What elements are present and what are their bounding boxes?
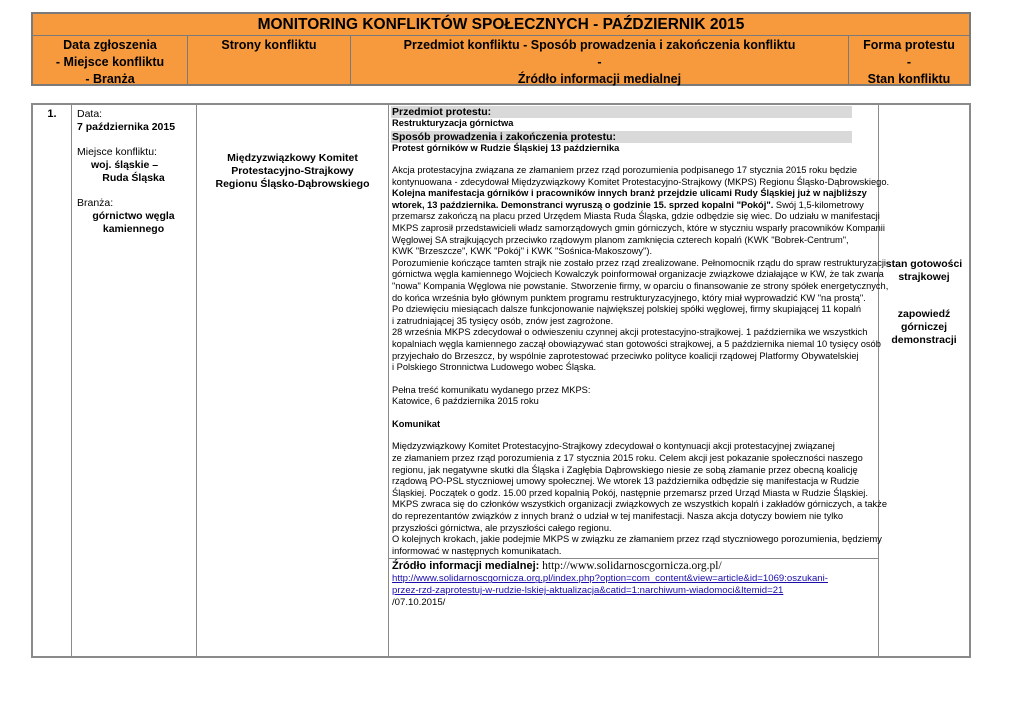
text-line: Międzyzwiązkowy Komitet Protestacyjno-Strajkowy zdecydował o kontynuacji akcji protestacyjnej związanej bbox=[392, 441, 835, 452]
header-col1-line: Data zgłoszenia bbox=[63, 38, 157, 52]
text-line: KWK "Brzeszcze", KWK "Pokój" i KWK "Sośnica-Makoszowy"). bbox=[392, 246, 653, 257]
text-line: informować w następnych komunikatach. bbox=[392, 545, 562, 556]
text-line: Kolejna manifestacja górników i pracowników innych branż przejdzie ulicami Rudy Śląskiej już w najbliższy bbox=[392, 188, 867, 199]
text-line: do reprezentantów związków z innych branż o udział w tej manifestacji. Nasza akcja dotyczy bowiem nie tylko bbox=[392, 511, 844, 522]
branch-value: górnictwo węgla bbox=[92, 210, 175, 222]
column-headers bbox=[33, 36, 969, 84]
text-line: MKPS zwraca się do członków wszystkich organizacji związkowych ze wszystkich kopalń i zakładów górniczych, a także bbox=[392, 499, 887, 510]
source-link[interactable]: http://www.solidarnoscgornicza.org.pl/index.php?option=com_content&view=article&id=1069:oszukani- bbox=[392, 573, 828, 585]
article-paragraph-3 bbox=[391, 441, 887, 557]
header-col2-line: Strony konfliktu bbox=[221, 38, 317, 52]
text-line-bold: wtorek, 13 października. Demonstranci wyruszą o godzinie 15. sprzed kopalni "Pokój". bbox=[392, 199, 774, 210]
header-col-subject bbox=[351, 36, 849, 84]
text-line: regionu, jak negatywne skutki dla Śląska i Zagłębia Dąbrowskiego niesie ze sobą złamanie przez obecną koalicję bbox=[392, 464, 858, 475]
text-line: MKPS zaprosił przedstawicieli władz samorządowych gmin górniczych, które w styczniu wsparły pracowników Kompanii bbox=[392, 222, 885, 233]
text-line: "nowa" Kompania Węglowa nie powstanie. Stworzenie firmy, w oparciu o finansowanie ze strony spółek energetycznych, bbox=[392, 280, 889, 291]
header-col-parties bbox=[188, 36, 351, 84]
text-line: Po dziewięciu miesiącach dalsze funkcjonowanie największej polskiej spółki węglowej, firmy skupiającej 11 kopalń bbox=[392, 304, 862, 315]
text-line: Swój 1,5-kilometrowy bbox=[773, 199, 864, 210]
header-col3-line: - bbox=[597, 55, 602, 69]
party-line: Międzyzwiązkowy Komitet bbox=[227, 152, 358, 164]
header-table bbox=[31, 12, 971, 86]
subject-header: Przedmiot protestu: bbox=[391, 106, 852, 118]
header-col1-line: - Branża bbox=[85, 72, 135, 86]
article-paragraph-1 bbox=[391, 165, 890, 374]
text-line: ze złamaniem przez rząd porozumienia z 17 stycznia 2015 roku. Celem akcji jest pokazanie społeczności naszego bbox=[392, 453, 863, 464]
header-col3-line: Źródło informacji medialnej bbox=[517, 72, 682, 86]
text-line: Akcja protestacyjna związana ze złamaniem przez rząd porozumienia podpisanego 17 stycznia 2015 roku będzie bbox=[392, 165, 858, 175]
protest-form-line: strajkowej bbox=[898, 271, 950, 283]
text-line: przemarsz zakończą na placu przed Urzędem Miasta Ruda Śląska, gdzie odbędzie się wiec. Do udziału w manifestacji bbox=[392, 211, 880, 222]
text-line: kontynuowana - zdecydował Międzyzwiązkowy Komitet Protestacyjno-Strajkowy (MKPS) Regionu Śląsko-Dąbrowskiego. bbox=[392, 176, 890, 187]
entry-info-cell bbox=[72, 105, 197, 656]
parties-cell bbox=[197, 105, 389, 656]
komunikat-heading: Komunikat bbox=[392, 418, 441, 429]
date-label: Data: bbox=[77, 108, 103, 120]
source-site: http://www.solidarnoscgornicza.org.pl/ bbox=[539, 560, 722, 573]
text-line: Katowice, 6 października 2015 roku bbox=[392, 396, 539, 407]
text-line: Śląskiej. Początek o godz. 15.00 przed kopalnią Pokój, następnie przemarsz przed Urząd Miasta w Rudzie Śląskiej. bbox=[392, 487, 868, 498]
text-line: Porozumienie kończące tamten strajk nie zostało przez rząd zrealizowane. Pełnomocnik rządu do spraw restrukturyzacji bbox=[392, 257, 886, 268]
source-date: /07.10.2015/ bbox=[392, 597, 446, 609]
party-line: Protestacyjno-Strajkowy bbox=[231, 165, 354, 177]
header-col4-line: Forma protestu bbox=[863, 38, 955, 52]
text-line: Pełna treść komunikatu wydanego przez MKPS: bbox=[392, 384, 591, 395]
header-col4-line: Stan konfliktu bbox=[867, 72, 951, 86]
header-col1-line: - Miejsce konfliktu bbox=[55, 55, 165, 69]
header-col3-line: Przedmiot konfliktu - Sposób prowadzenia i zakończenia konfliktu bbox=[403, 38, 796, 52]
method-header: Sposób prowadzenia i zakończenia protestu: bbox=[391, 131, 852, 143]
text-line: rządową PO-PSL styczniowej umowy społecznej. We wtorek 13 października odbędzie się manifestacja w Rudzie bbox=[392, 476, 860, 487]
text-line: 28 września MKPS zdecydował o odwieszeniu czynnej akcji protestacyjno-strajkowej. 1 października we wszystkich bbox=[392, 327, 868, 338]
entry-number: 1. bbox=[33, 105, 72, 656]
text-line: i Polskiego Stronnictwa Ludowego wobec Śląska. bbox=[392, 362, 597, 373]
text-line: przyjechało do Brzeszcz, by wspólnie zaprotestować przeciwko polityce koalicji rządowej Platformy Obywatelskiej bbox=[392, 350, 859, 361]
text-line: Węglowej SA strajkujących przeciwko rządowym planom zamknięcia czterech kopalń (KWK "Bobrek-Centrum", bbox=[392, 234, 849, 245]
source-label: Źródło informacji medialnej: bbox=[392, 560, 540, 573]
protest-form-line: stan gotowości bbox=[885, 258, 963, 270]
text-line: i zatrudniającej 35 tysięcy osób, znów jest zagrożone. bbox=[392, 315, 614, 326]
header-col4-line: - bbox=[906, 55, 912, 69]
entry-table bbox=[31, 103, 971, 658]
place-value: woj. śląskie – bbox=[91, 159, 159, 171]
source-heading bbox=[391, 560, 876, 573]
text-line: przyszłości górnictwa, ale przyszłości całego regionu. bbox=[392, 522, 612, 533]
source-link-continued[interactable]: przez-rzd-zaprotestuj-w-rudzie-lskiej-aktualizacja&catid=1:narchiwum-wiadomoci&Itemid=21 bbox=[392, 585, 784, 597]
text-line: kopalniach węgla kamiennego zaczął obowiązywać stan gotowości strajkowej, a 5 października niemal 10 tysięcy osób bbox=[392, 338, 881, 349]
subject-value: Restrukturyzacja górnictwa bbox=[392, 118, 514, 128]
header-col-protest-form bbox=[849, 36, 969, 84]
branch-label: Branża: bbox=[77, 197, 114, 209]
party-line: Regionu Śląsko-Dąbrowskiego bbox=[215, 178, 370, 190]
date-value: 7 października 2015 bbox=[77, 121, 176, 133]
branch-value-2: kamiennego bbox=[102, 223, 165, 235]
text-line: górnictwa węgla kamiennego Wojciech Kowalczyk poinformował organizacje związkowe działające w KW, że tak zwana bbox=[392, 269, 884, 280]
place-value-city: Ruda Śląska bbox=[102, 172, 165, 184]
protest-form-line: zapowiedź górniczej bbox=[897, 308, 951, 333]
method-title: Protest górników w Rudzie Śląskiej 13 października bbox=[392, 143, 620, 153]
protest-form-cell bbox=[879, 105, 969, 656]
text-line: do końca września było głównym punktem programu restrukturyzacyjnego, który miał wyprowadzić KW "na prostą". bbox=[392, 292, 866, 303]
place-label: Miejsce konfliktu: bbox=[77, 146, 157, 158]
header-col-date-place-branch bbox=[33, 36, 188, 84]
text-line: O kolejnych krokach, jakie podejmie MKPS w związku ze złamaniem przez rząd styczniowego porozumienia, będziemy bbox=[392, 534, 882, 545]
article-paragraph-2 bbox=[391, 385, 876, 408]
subject-cell bbox=[389, 105, 890, 656]
protest-form-line: demonstracji bbox=[891, 334, 957, 346]
page-title: MONITORING KONFLIKTÓW SPOŁECZNYCH - PAŹDZIERNIK 2015 bbox=[33, 14, 969, 36]
